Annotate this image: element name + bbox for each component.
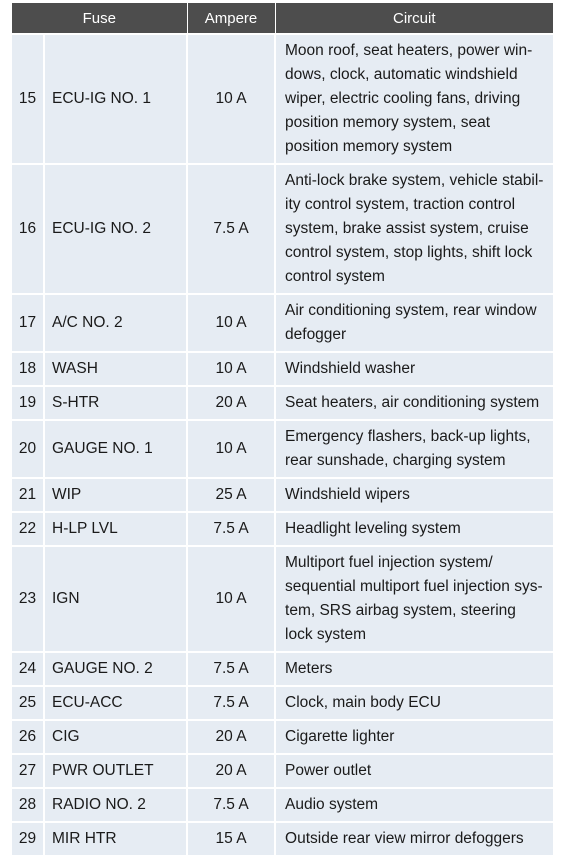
fuse-ampere: 7.5 A [187, 652, 275, 686]
table-row [12, 512, 553, 546]
fuse-number: 26 [12, 720, 44, 754]
fuse-name: S-HTR [44, 386, 187, 420]
fuse-name: CIG [44, 720, 187, 754]
table-row [12, 352, 553, 386]
fuse-number: 16 [12, 164, 44, 294]
fuse-name: GAUGE NO. 1 [44, 420, 187, 478]
table-row [12, 822, 553, 855]
fuse-table [12, 3, 553, 855]
fuse-ampere: 7.5 A [187, 788, 275, 822]
header-circuit: Circuit [275, 3, 553, 34]
fuse-name: PWR OUTLET [44, 754, 187, 788]
fuse-number: 29 [12, 822, 44, 855]
fuse-name: MIR HTR [44, 822, 187, 855]
fuse-circuit: Windshield wipers [275, 478, 553, 512]
fuse-name: GAUGE NO. 2 [44, 652, 187, 686]
header-fuse: Fuse [12, 3, 187, 34]
fuse-circuit: Anti-lock brake system, vehicle stability control system, traction control system, brake assist system, cruise control system, stop lights, shift lock control system [275, 164, 553, 294]
fuse-name: ECU-IG NO. 1 [44, 34, 187, 164]
header-ampere: Ampere [187, 3, 275, 34]
table-row [12, 720, 553, 754]
fuse-name: A/C NO. 2 [44, 294, 187, 352]
fuse-ampere: 7.5 A [187, 686, 275, 720]
fuse-circuit: Power outlet [275, 754, 553, 788]
fuse-number: 22 [12, 512, 44, 546]
fuse-ampere: 7.5 A [187, 512, 275, 546]
fuse-number: 17 [12, 294, 44, 352]
fuse-ampere: 20 A [187, 386, 275, 420]
fuse-circuit: Seat heaters, air conditioning system [275, 386, 553, 420]
fuse-ampere: 7.5 A [187, 164, 275, 294]
fuse-number: 21 [12, 478, 44, 512]
fuse-ampere: 10 A [187, 34, 275, 164]
table-row [12, 754, 553, 788]
table-row [12, 294, 553, 352]
fuse-name: WIP [44, 478, 187, 512]
fuse-name: H-LP LVL [44, 512, 187, 546]
fuse-circuit: Audio system [275, 788, 553, 822]
fuse-number: 25 [12, 686, 44, 720]
fuse-name: ECU-ACC [44, 686, 187, 720]
fuse-number: 27 [12, 754, 44, 788]
fuse-circuit: Air conditioning system, rear window defogger [275, 294, 553, 352]
table-row [12, 34, 553, 164]
header-row [12, 3, 553, 34]
fuse-name: IGN [44, 546, 187, 652]
table-row [12, 386, 553, 420]
table-row [12, 478, 553, 512]
table-row [12, 420, 553, 478]
fuse-ampere: 10 A [187, 352, 275, 386]
fuse-number: 15 [12, 34, 44, 164]
table-row [12, 652, 553, 686]
fuse-circuit: Moon roof, seat heaters, power windows, clock, automatic windshield wiper, electric cooling fans, driving position memory system, seat position memory system [275, 34, 553, 164]
fuse-ampere: 20 A [187, 720, 275, 754]
fuse-name: RADIO NO. 2 [44, 788, 187, 822]
fuse-name: ECU-IG NO. 2 [44, 164, 187, 294]
fuse-ampere: 10 A [187, 294, 275, 352]
fuse-circuit: Windshield washer [275, 352, 553, 386]
fuse-number: 20 [12, 420, 44, 478]
fuse-number: 23 [12, 546, 44, 652]
table-row [12, 686, 553, 720]
fuse-ampere: 15 A [187, 822, 275, 855]
fuse-circuit: Headlight leveling system [275, 512, 553, 546]
fuse-circuit: Meters [275, 652, 553, 686]
fuse-number: 28 [12, 788, 44, 822]
fuse-circuit: Outside rear view mirror defoggers [275, 822, 553, 855]
fuse-number: 18 [12, 352, 44, 386]
fuse-ampere: 10 A [187, 420, 275, 478]
fuse-ampere: 10 A [187, 546, 275, 652]
fuse-circuit: Clock, main body ECU [275, 686, 553, 720]
fuse-name: WASH [44, 352, 187, 386]
table-row [12, 164, 553, 294]
table-row [12, 546, 553, 652]
fuse-ampere: 25 A [187, 478, 275, 512]
fuse-circuit: Multiport fuel injection system/ sequential multiport fuel injection system, SRS airbag system, steering lock system [275, 546, 553, 652]
fuse-circuit: Cigarette lighter [275, 720, 553, 754]
fuse-ampere: 20 A [187, 754, 275, 788]
fuse-circuit: Emergency flashers, back-up lights, rear sunshade, charging system [275, 420, 553, 478]
table-row [12, 788, 553, 822]
fuse-number: 19 [12, 386, 44, 420]
fuse-number: 24 [12, 652, 44, 686]
